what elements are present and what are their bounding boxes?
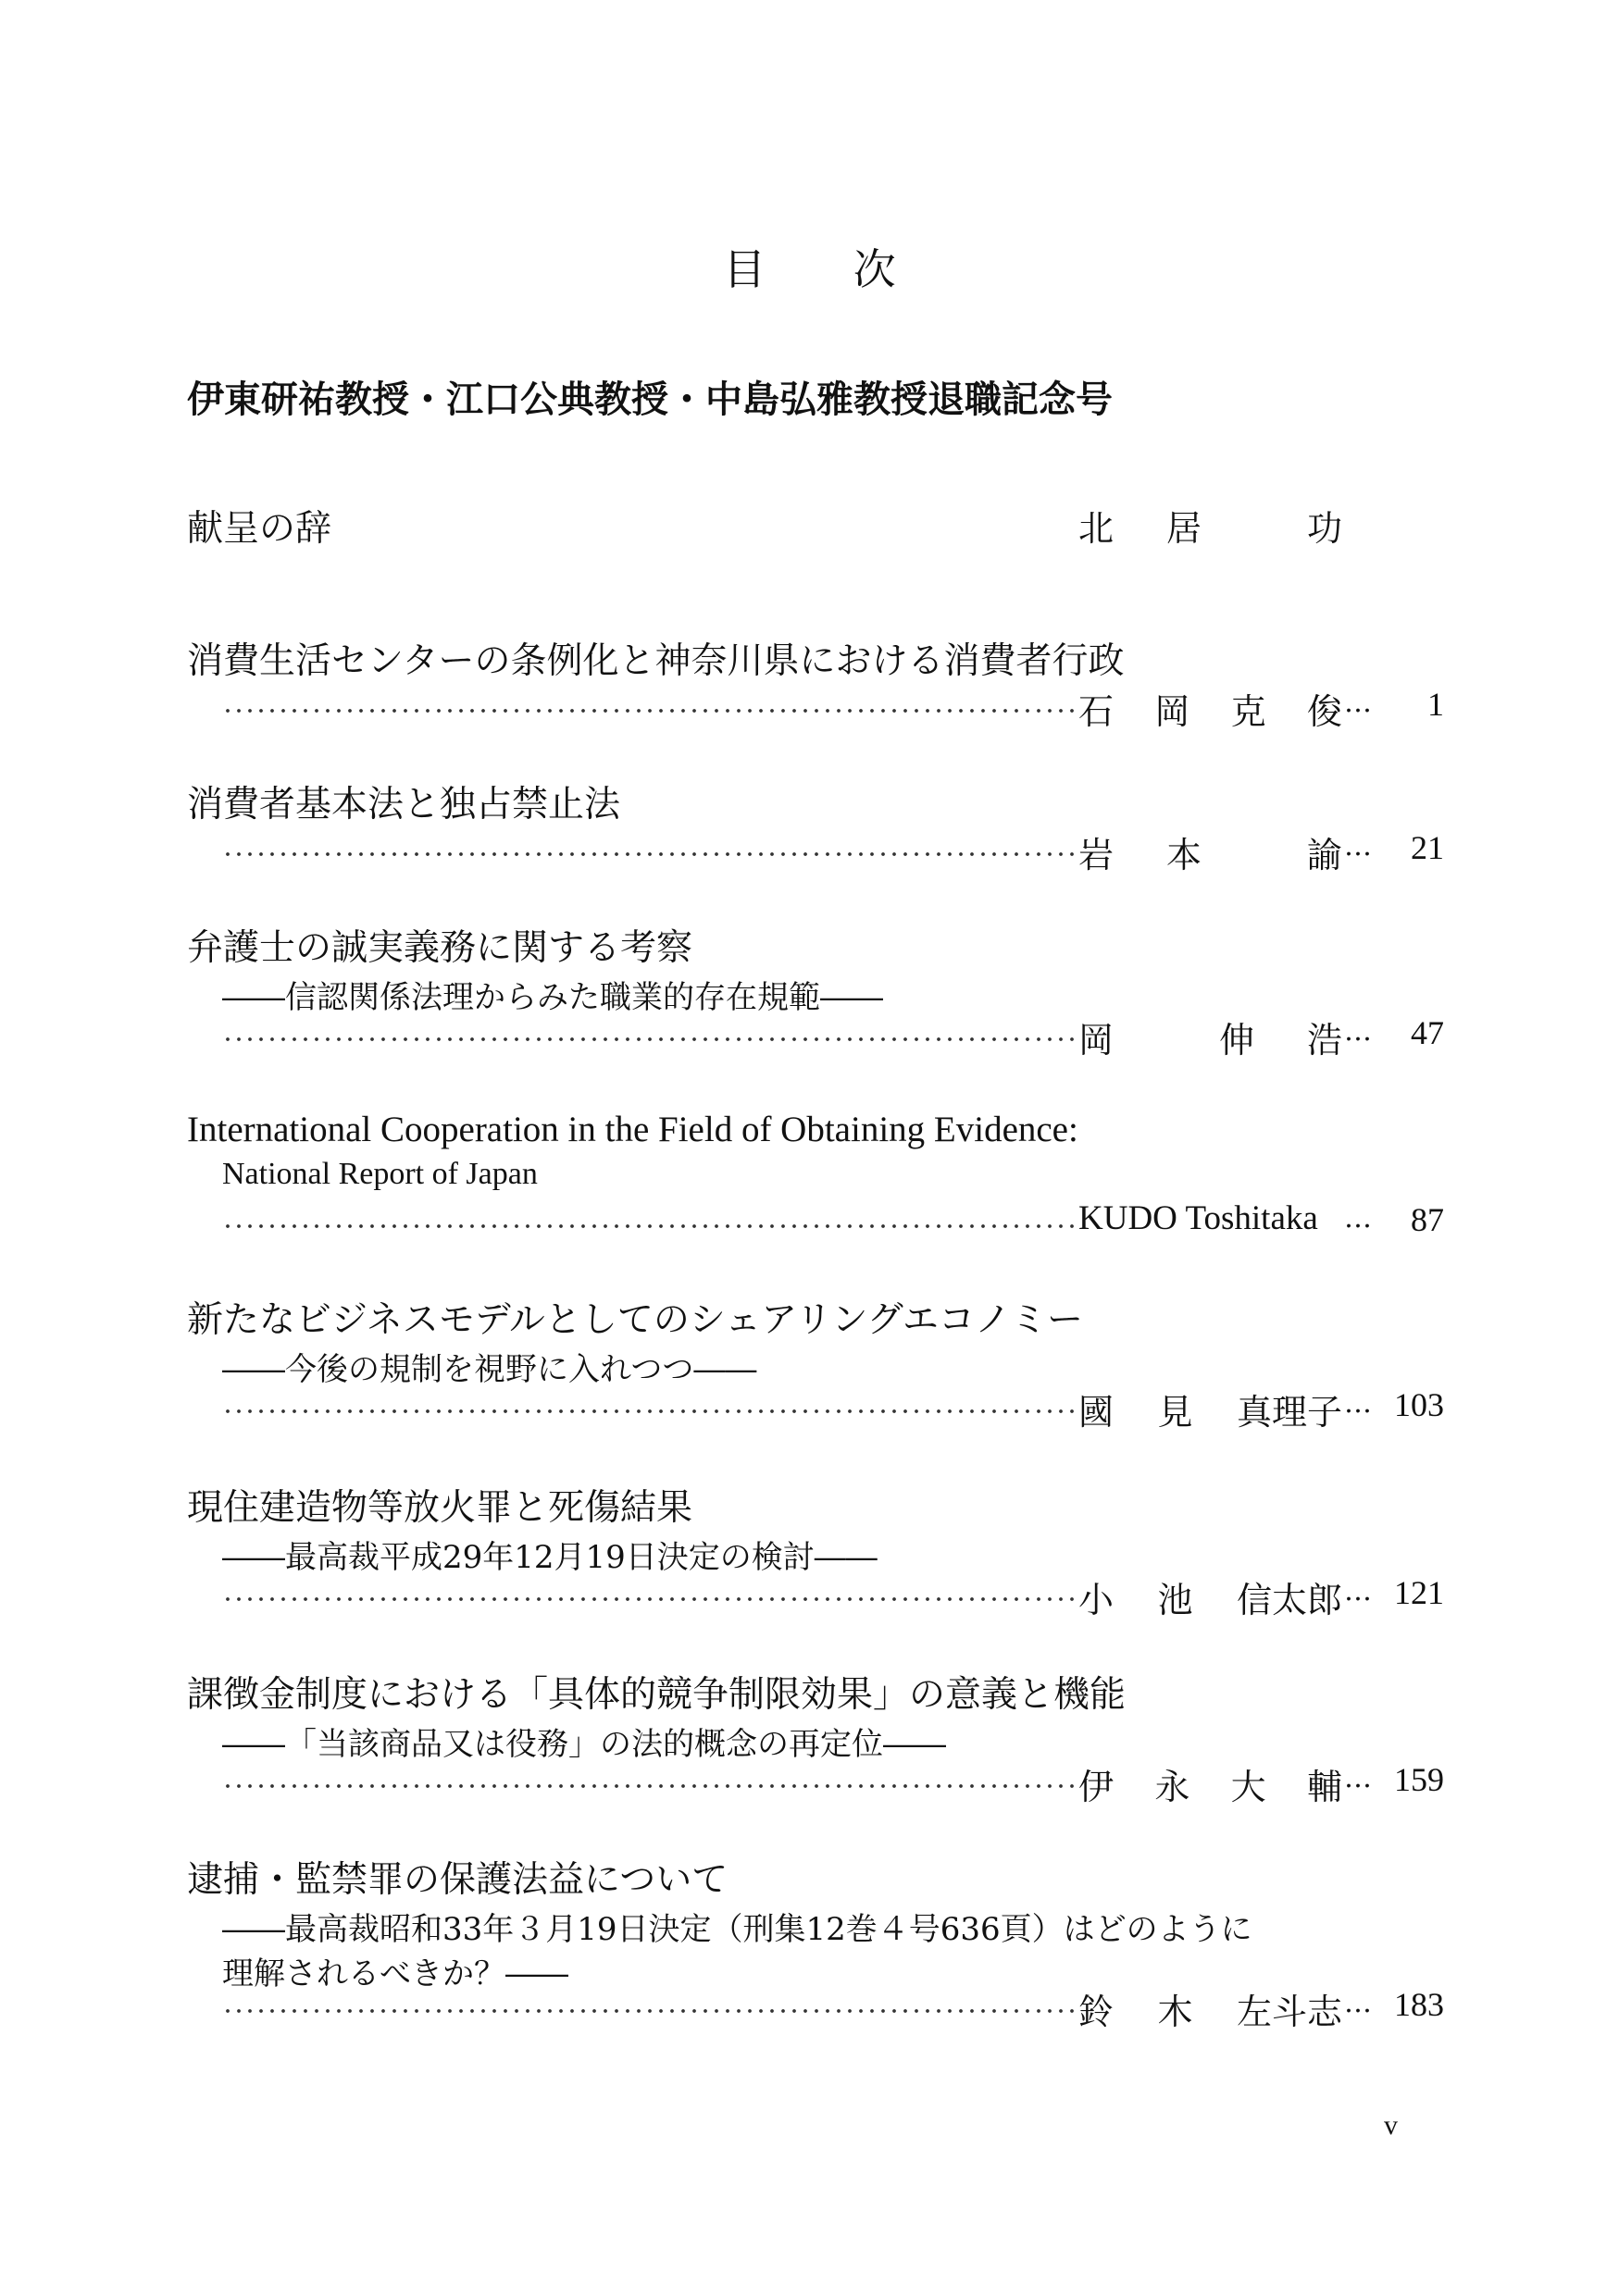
- leader-dots: [222, 2008, 1074, 2014]
- toc-entry-author: 國 見 真理子: [1078, 1392, 1342, 1433]
- leader-dots: [222, 1783, 1074, 1789]
- toc-entry-subtitle: ――最高裁平成29年12月19日決定の検討――: [222, 1539, 878, 1576]
- leader-dots: [222, 1596, 1074, 1602]
- toc-entry-page: 21: [1411, 829, 1444, 866]
- toc-entry-page: 47: [1411, 1014, 1444, 1051]
- toc-entry-page: 1: [1427, 686, 1444, 723]
- toc-entry-subtitle: 理解されるべきか？――: [222, 1955, 568, 1992]
- leader-dots: [222, 708, 1074, 714]
- toc-entry-author: 石 岡 克 俊: [1078, 691, 1342, 732]
- dedication-author: 北 居 功: [1078, 508, 1342, 549]
- leader-ellipsis: …: [1344, 1762, 1374, 1794]
- leader-dots: [222, 1409, 1074, 1414]
- toc-entry-title[interactable]: 逮捕・監禁罪の保護法益について: [187, 1859, 729, 1901]
- toc-entry-title[interactable]: 消費生活センターの条例化と神奈川県における消費者行政: [187, 640, 1125, 682]
- toc-entry-page: 183: [1394, 1986, 1444, 2023]
- leader-ellipsis: …: [1344, 1575, 1374, 1607]
- leader-ellipsis: …: [1344, 687, 1374, 719]
- leader-ellipsis: …: [1344, 1015, 1374, 1048]
- toc-entry-page: 103: [1394, 1386, 1444, 1423]
- page-number: v: [1384, 2110, 1398, 2141]
- toc-entry-page: 121: [1394, 1574, 1444, 1611]
- toc-entry-title[interactable]: 消費者基本法と独占禁止法: [187, 784, 621, 825]
- toc-entry-title[interactable]: 弁護士の誠実義務に関する考察: [187, 927, 693, 969]
- toc-entry-title[interactable]: 新たなビジネスモデルとしてのシェアリングエコノミー: [187, 1299, 1083, 1341]
- toc-entry-subtitle: ――「当該商品又は役務」の法的概念の再定位――: [222, 1726, 946, 1763]
- toc-entry-subtitle: ――最高裁昭和33年３月19日決定（刑集12巻４号636頁）はどのように: [222, 1911, 1252, 1948]
- leader-ellipsis: …: [1344, 830, 1374, 863]
- toc-entry-subtitle: ――信認関係法理からみた職業的存在規範――: [222, 979, 883, 1016]
- toc-entry-page: 87: [1411, 1201, 1444, 1238]
- toc-entry-page: 159: [1394, 1761, 1444, 1798]
- dedication-label: 献呈の辞: [187, 508, 332, 550]
- toc-entry-title[interactable]: International Cooperation in the Field of Obtaining Evidence:: [187, 1110, 1078, 1149]
- toc-entry-author: KUDO Toshitaka: [1078, 1199, 1318, 1237]
- toc-entry-author: 鈴 木 左斗志: [1078, 1992, 1342, 2032]
- toc-entry-author: 岡 伸 浩: [1078, 1020, 1342, 1061]
- leader-dots: [222, 851, 1074, 857]
- leader-ellipsis: …: [1344, 1387, 1374, 1420]
- issue-title: 伊東研祐教授・江口公典教授・中島弘雅教授退職記念号: [187, 379, 1113, 421]
- leader-ellipsis: …: [1344, 1202, 1374, 1235]
- leader-ellipsis: …: [1344, 1987, 1374, 2019]
- toc-entry-title[interactable]: 現住建造物等放火罪と死傷結果: [187, 1487, 693, 1529]
- toc-entry-subtitle: National Report of Japan: [222, 1157, 538, 1191]
- page-title: 目 次: [723, 244, 933, 294]
- toc-entry-title[interactable]: 課徴金制度における「具体的競争制限効果」の意義と機能: [187, 1674, 1127, 1716]
- leader-dots: [222, 1036, 1074, 1042]
- leader-dots: [222, 1223, 1074, 1229]
- toc-entry-author: 岩 本 諭: [1078, 835, 1342, 875]
- toc-entry-subtitle: ――今後の規制を視野に入れつつ――: [222, 1351, 757, 1388]
- toc-entry-author: 伊 永 大 輔: [1078, 1767, 1342, 1807]
- toc-entry-author: 小 池 信太郎: [1078, 1580, 1342, 1620]
